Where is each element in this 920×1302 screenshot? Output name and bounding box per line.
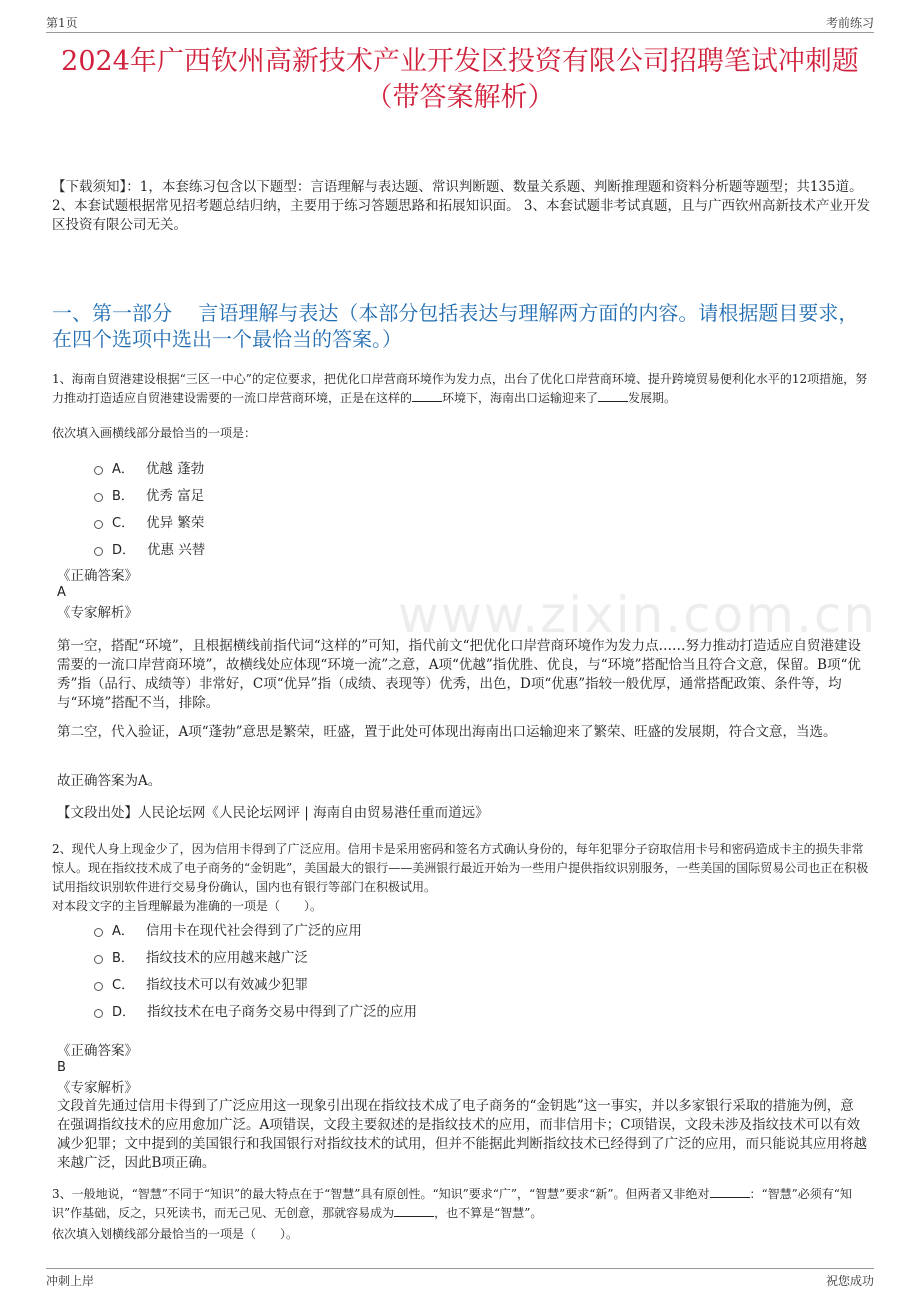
radio-icon[interactable] — [94, 493, 103, 502]
section-heading: 一、第一部分 言语理解与表达（本部分包括表达与理解两方面的内容。请根据题目要求，在四个选项中选出一个最恰当的答案。） — [52, 301, 859, 351]
source-citation: 【文段出处】人民论坛网《人民论坛网评 | 海南自由贸易港任重而道远》 — [57, 805, 489, 821]
page-title: 2024年广西钦州高新技术产业开发区投资有限公司招聘笔试冲刺题（带答案解析） — [61, 46, 859, 113]
footer-divider — [46, 1268, 874, 1269]
question-3-text: 3、一般地说，“智慧”不同于“知识”的最大特点在于“智慧”具有原创性。“知识”要求“广”，“智慧”要求“新”。但两者又非绝对 ：“智慧”必须有“知识”作基础，反之，只死读书，而无己见、无创意，那就容易成为 ，也不算是“智慧”。 — [52, 1187, 852, 1220]
fill-blank — [412, 389, 442, 402]
radio-icon[interactable] — [94, 466, 103, 475]
analysis-paragraph: 文段首先通过信用卡得到了广泛应用这一现象引出现在指纹技术成了电子商务的“金钥匙”这一事实，并以多家银行采取的措施为例，意在强调指纹技术的应用愈加广泛。A项错误，文段主要叙述的是指纹技术的应用，而非信用卡；C项错误，文段未涉及指纹技术可以有效减少犯罪；文中提到的美国银行和我国银行对指纹技术的试用，但并不能据此判断指纹技术已经得到了广泛的应用，而只能说其应用将越来越广泛，因此B项正确。 — [57, 1098, 867, 1171]
answer-label: 《正确答案》 — [57, 1043, 138, 1059]
q2-option-d[interactable]: D． 指纹技术在电子商务交易中得到了广泛的应用 — [94, 1000, 417, 1020]
analysis-paragraph: 第一空，搭配“环境”，且根据横线前指代词“这样的”可知，指代前文“把优化口岸营商环境作为发力点……努力推动打造适应自贸港建设需要的一流口岸营商环境”，故横线处应体现“环境一流”之意，A项“优越”指优胜、优良，与“环境”搭配恰当且符合文意，保留。B项“优秀”指（品行、成绩等）非常好，C项“优异”指（成绩、表现等）优秀，出色，D项“优惠”指较一般优厚，通常搭配政策、条件等，均与“环境”搭配不当，排除。 — [57, 638, 862, 711]
answer-value: B — [57, 1060, 66, 1075]
analysis-label: 《专家解析》 — [57, 605, 138, 621]
download-notice: 【下载须知】：1，本套练习包含以下题型：言语理解与表达题、常识判断题、数量关系题、判断推理题和资料分析题等题型；共135道。 2、本套试题根据常见招考题总结归纳，主要用于练习答题思路和拓展知识面。 3、本套试题非考试真题，且与广西钦州高新技术产业开发区投资有限公司无关。 — [52, 179, 870, 233]
q2-option-a[interactable]: A． 信用卡在现代社会得到了广泛的应用 — [94, 919, 362, 939]
footer-left: 冲刺上岸 — [46, 1274, 95, 1288]
header-divider — [46, 32, 874, 33]
question-1-prompt: 依次填入画横线部分最恰当的一项是： — [52, 426, 257, 440]
question-1-text: 1、海南自贸港建设根据“三区一中心”的定位要求，把优化口岸营商环境作为发力点，出台了优化口岸营商环境、提升跨境贸易便利化水平的12项措施，努力推动打造适应自贸港建设需要的一流口岸营商环境，正是在这样的 环境下，海南出口运输迎来了 发展期。 — [52, 372, 868, 405]
fill-blank — [598, 389, 628, 402]
header-page-number: 第1页 — [46, 16, 78, 30]
fill-blank — [710, 1185, 750, 1198]
analysis-paragraph: 第二空，代入验证，A项“蓬勃”意思是繁荣，旺盛，置于此处可体现出海南出口运输迎来了繁荣、旺盛的发展期，符合文意，当选。 — [57, 724, 837, 740]
radio-icon[interactable] — [94, 547, 103, 556]
watermark: www.zixin.com.cn — [398, 586, 878, 644]
q2-option-c[interactable]: C． 指纹技术可以有效减少犯罪 — [94, 973, 308, 993]
radio-icon[interactable] — [94, 520, 103, 529]
question-2-prompt: 对本段文字的主旨理解最为准确的一项是（ ）。 — [52, 899, 323, 913]
q1-option-b[interactable]: B． 优秀 富足 — [94, 484, 204, 504]
radio-icon[interactable] — [94, 928, 103, 937]
radio-icon[interactable] — [94, 955, 103, 964]
footer-right: 祝您成功 — [825, 1274, 874, 1288]
q1-option-d[interactable]: D． 优惠 兴替 — [94, 538, 205, 558]
fill-blank — [394, 1204, 434, 1217]
answer-label: 《正确答案》 — [57, 568, 138, 584]
header-label: 考前练习 — [825, 16, 874, 30]
radio-icon[interactable] — [94, 1009, 103, 1018]
q1-option-a[interactable]: A． 优越 蓬勃 — [94, 457, 204, 477]
answer-value: A — [57, 585, 66, 600]
question-2-text: 2、现代人身上现金少了，因为信用卡得到了广泛应用。信用卡是采用密码和签名方式确认身份的，每年犯罪分子窃取信用卡号和密码造成卡主的损失非常惊人。现在指纹技术成了电子商务的“金钥匙”，美国最大的银行——美洲银行最近开始为一些用户提供指纹识别服务，一些美国的国际贸易公司也正在积极试用指纹识别软件进行交易身份确认，国内也有银行等部门在积极试用。 — [52, 842, 869, 894]
analysis-conclusion: 故正确答案为A。 — [57, 773, 162, 789]
q2-option-b[interactable]: B． 指纹技术的应用越来越广泛 — [94, 946, 308, 966]
question-3-prompt: 依次填入划横线部分最恰当的一项是（ ）。 — [52, 1227, 299, 1241]
q1-option-c[interactable]: C． 优异 繁荣 — [94, 511, 204, 531]
radio-icon[interactable] — [94, 982, 103, 991]
analysis-label: 《专家解析》 — [57, 1080, 138, 1096]
